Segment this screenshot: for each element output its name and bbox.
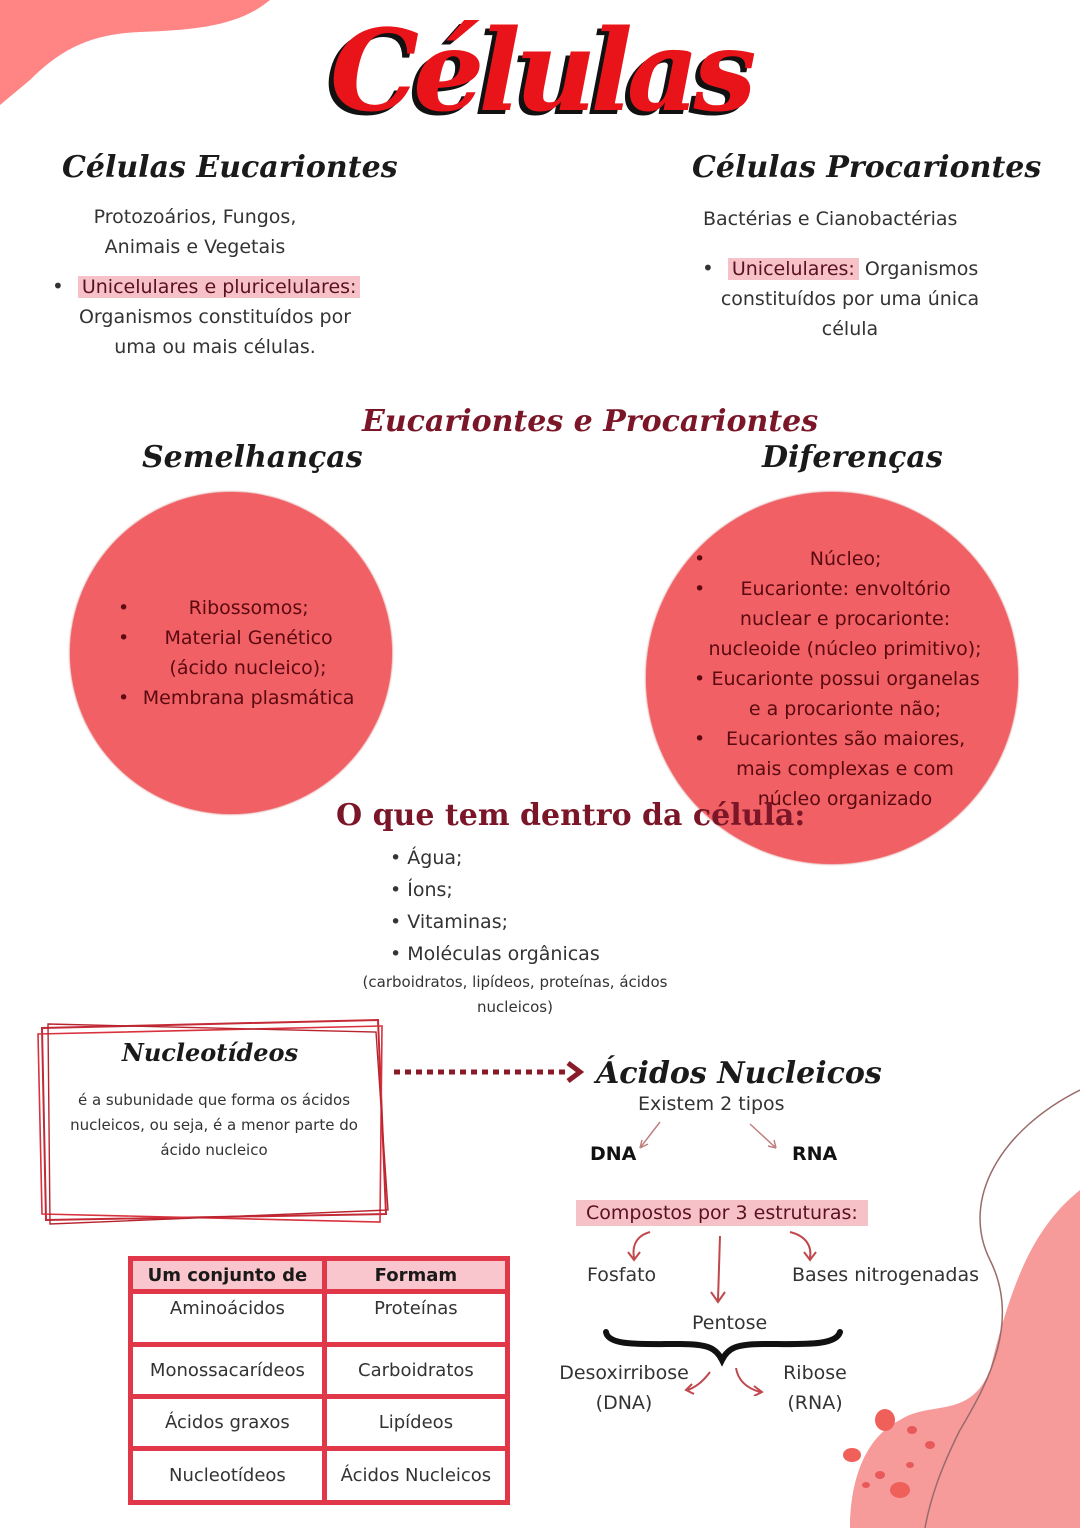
eucariontes-bullet [52, 271, 360, 302]
table-header-row [131, 1259, 508, 1292]
pentose-label: Pentose [692, 1312, 768, 1334]
table-row: Aminoácidos Proteínas [131, 1292, 508, 1345]
monomers-table [128, 1256, 510, 1505]
similarities-heading: Semelhanças [142, 440, 363, 475]
bullet-icon: • [52, 274, 64, 298]
bullet-icon: • [694, 728, 706, 750]
table-header: Formam [324, 1259, 507, 1292]
bullet-icon: • [390, 943, 402, 965]
procariontes-heading: Células Procariontes [692, 150, 1042, 185]
bullet-icon: • [694, 578, 706, 600]
bullet-icon: • [118, 597, 130, 619]
bullet-icon: • [118, 687, 130, 709]
rna-label: RNA [792, 1143, 838, 1165]
table-header: Um conjunto de [131, 1259, 325, 1292]
inside-cell-list: • Água; • Íons; • Vitaminas; • Moléculas orgânicas [390, 847, 600, 965]
procariontes-examples: Bactérias e Cianobactérias [703, 208, 958, 230]
acidos-nucleicos-heading: Ácidos Nucleicos [596, 1056, 882, 1091]
similarities-list: • Ribossomos; • Material Genético (ácido nucleico); • Membrana plasmática [118, 593, 368, 713]
inside-cell-heading: O que tem dentro da célula: [336, 798, 806, 833]
bullet-icon: • [390, 911, 402, 933]
differences-list: • Núcleo; • Eucarionte: envoltório nuclear e procarionte: nucleoide (núcleo primitivo); • Eucarionte possui organelas e a procarionte não; • Eucariontes são maiores, mais complexas e com núcleo organizado [694, 544, 986, 814]
eucariontes-description: Organismos constituídos por uma ou mais células. [78, 306, 352, 358]
bullet-icon: • [390, 847, 402, 869]
bullet-icon: • [702, 256, 714, 280]
composition-label: Compostos por 3 estruturas: [576, 1200, 868, 1226]
dna-label: DNA [590, 1143, 637, 1165]
table-row: Monossacarídeos Carboidratos [131, 1345, 508, 1397]
table-row: Nucleotídeos Ácidos Nucleicos [131, 1449, 508, 1503]
procariontes-highlight: Unicelulares: [728, 258, 859, 280]
procariontes-description: constituídos por uma única célula [720, 288, 980, 340]
inside-cell-note: (carboidratos, lipídeos, proteínas, ácidos nucleicos) [362, 973, 668, 1016]
table-row: Ácidos graxos Lipídeos [131, 1397, 508, 1449]
nucleotideos-text: é a subunidade que forma os ácidos nucleicos, ou seja, é a menor parte do ácido nucleico [70, 1091, 358, 1159]
procariontes-bullet: • Unicelulares: Organismos [702, 256, 979, 280]
eucariontes-highlight: Unicelulares e pluricelulares: [78, 276, 361, 298]
ribose: Ribose (RNA) [783, 1362, 847, 1414]
acidos-subtitle: Existem 2 tipos [638, 1093, 785, 1115]
page-title: Células [330, 6, 751, 137]
eucariontes-heading: Células Eucariontes [62, 150, 398, 185]
bases-label: Bases nitrogenadas [792, 1264, 980, 1286]
eucariontes-examples: Protozoários, Fungos, Animais e Vegetais [93, 206, 297, 258]
fosfato-label: Fosfato [587, 1264, 657, 1286]
branch-arrows-icon [630, 1118, 790, 1158]
bullet-icon: • [118, 627, 130, 649]
nucleotideos-heading: Nucleotídeos [121, 1038, 299, 1067]
bullet-icon: • [694, 668, 706, 690]
differences-heading: Diferenças [762, 440, 943, 475]
bullet-icon: • [390, 879, 402, 901]
dotted-arrow-icon [390, 1060, 590, 1084]
desoxirribose: Desoxirribose (DNA) [559, 1362, 689, 1414]
bullet-icon: • [694, 548, 706, 570]
comparison-heading: Eucariontes e Procariontes [362, 404, 819, 439]
